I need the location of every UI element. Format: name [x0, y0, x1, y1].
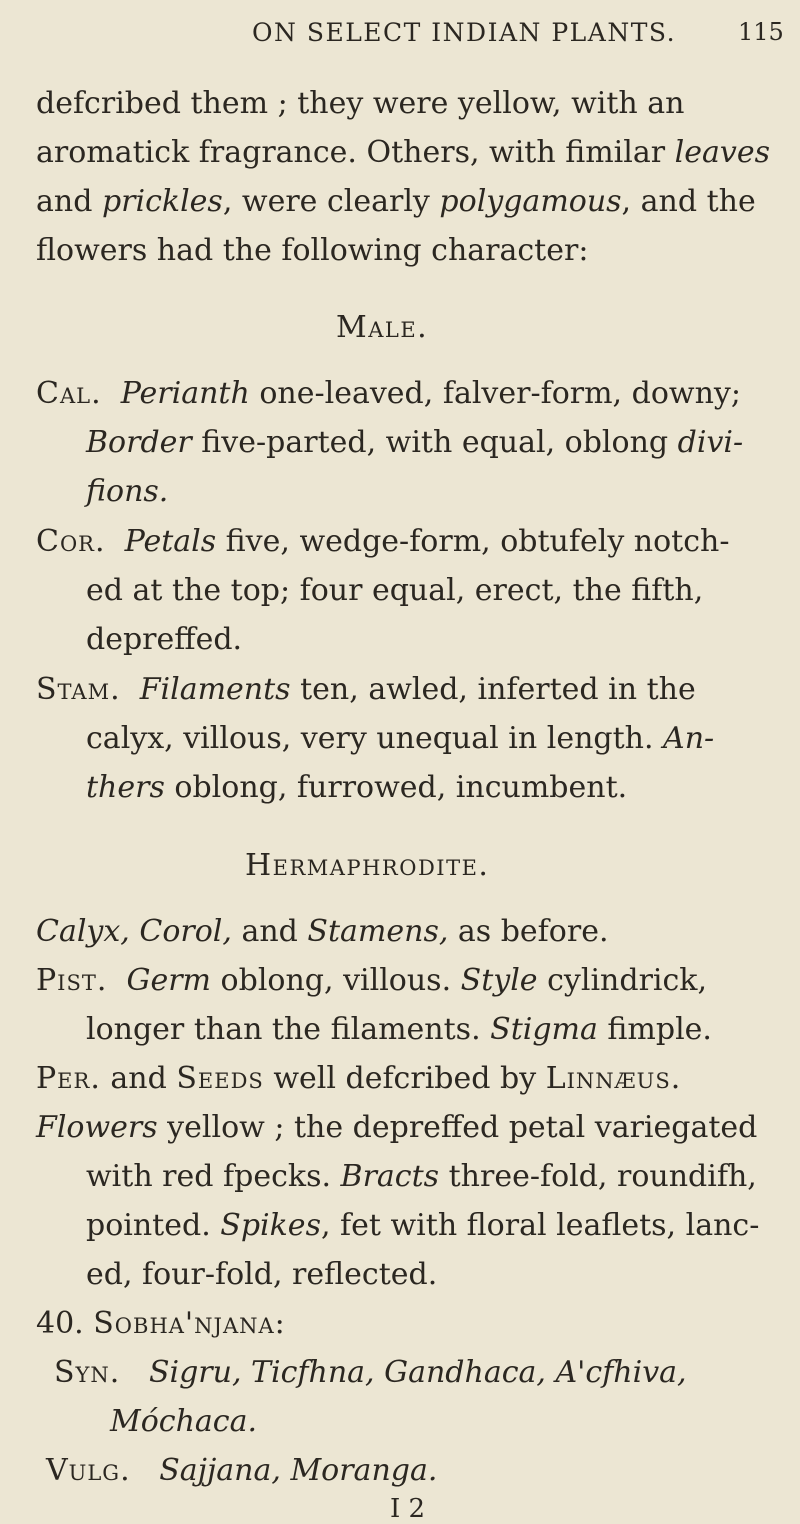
text-line: Pist. Germ oblong, villous. Style cylindrick,	[36, 963, 708, 998]
text-line: defcribed them ; they were yellow, with an	[36, 86, 685, 121]
text-line: pointed. Spikes, fet with floral leaflets, lanc-	[86, 1208, 760, 1243]
text-line: and prickles, were clearly polygamous, and the	[36, 184, 756, 219]
text-line: Border five-parted, with equal, oblong divi-	[86, 425, 744, 460]
text-line: fions.	[86, 474, 169, 509]
text-line: with red fpecks. Bracts three-fold, roundifh,	[86, 1159, 757, 1194]
text-line: Cal. Perianth one-leaved, falver-form, downy;	[36, 376, 741, 411]
text-line: ed, four-fold, reflected.	[86, 1257, 438, 1292]
signature-mark: I 2	[390, 1494, 426, 1524]
text-line: thers oblong, furrowed, incumbent.	[86, 770, 628, 805]
running-head: ON SELECT INDIAN PLANTS.	[252, 18, 677, 47]
text-line: longer than the filaments. Stigma fimple.	[86, 1012, 712, 1047]
text-line: depreffed.	[86, 622, 243, 657]
text-line: Flowers yellow ; the depreffed petal variegated	[36, 1110, 758, 1145]
entry-heading: 40. Sobha'njana:	[36, 1306, 286, 1341]
text-line: Móchaca.	[110, 1404, 258, 1439]
text-line: Cor. Petals five, wedge-form, obtufely notch-	[36, 524, 730, 559]
text-line: Vulg. Sajjana, Moranga.	[46, 1453, 438, 1488]
page-header	[0, 14, 800, 54]
text-line: Per. and Seeds well defcribed by Linnæus.	[36, 1061, 682, 1096]
text-line: aromatick fragrance. Others, with fimilar leaves	[36, 135, 770, 170]
text-line: calyx, villous, very unequal in length. An-	[86, 721, 715, 756]
section-heading-male: Male.	[336, 310, 429, 345]
text-line: Stam. Filaments ten, awled, inferted in the	[36, 672, 696, 707]
text-line: Syn. Sigru, Ticfhna, Gandhaca, A'cfhiva,	[54, 1355, 687, 1390]
section-heading-hermaphrodite: Hermaphrodite.	[245, 848, 490, 883]
text-line: flowers had the following character:	[36, 233, 589, 268]
text-line: ed at the top; four equal, erect, the fifth,	[86, 573, 704, 608]
page-number: 115	[738, 18, 784, 46]
text-line: Calyx, Corol, and Stamens, as before.	[36, 914, 609, 949]
